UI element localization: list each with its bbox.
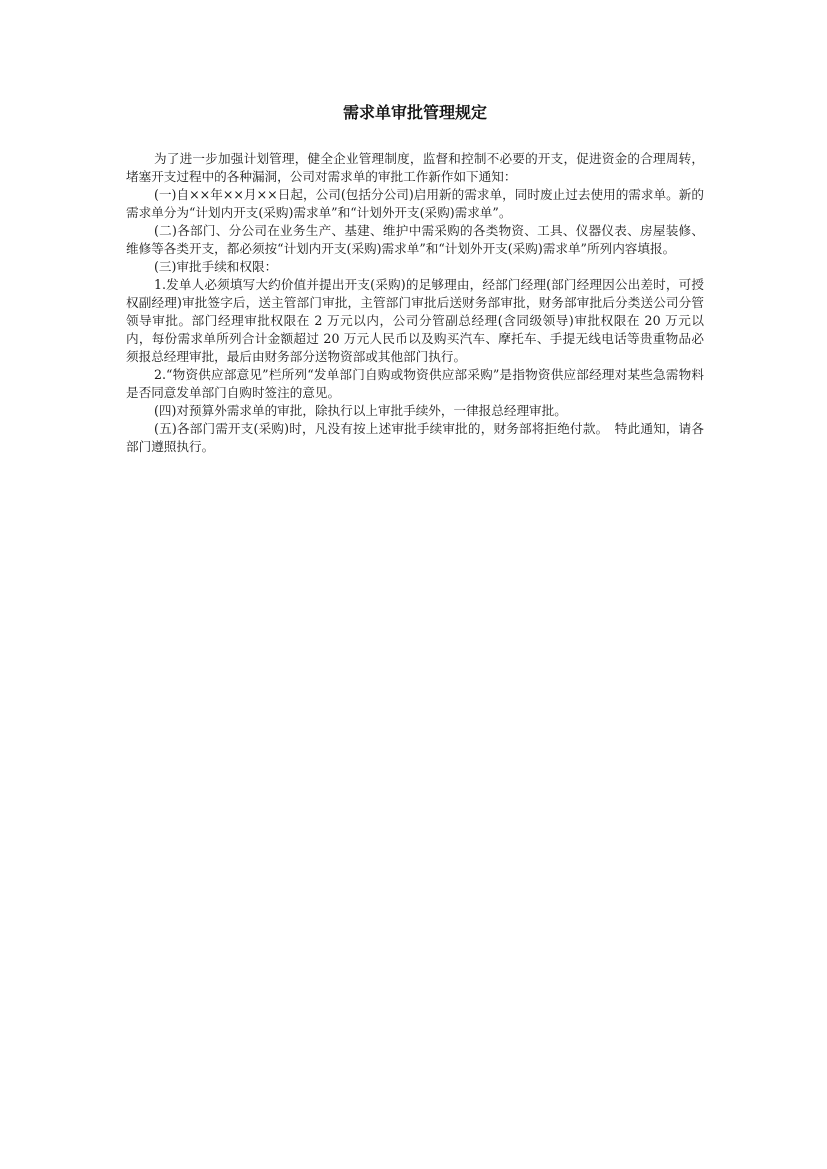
paragraph-section-3-item-2: 2.“物资供应部意见”栏所列“发单部门自购或物资供应部采购”是指物资供应部经理对某些急需物料是否同意发单部门自购时签注的意见。 xyxy=(126,367,704,400)
paragraph-intro: 为了进一步加强计划管理，健全企业管理制度，监督和控制不必要的开支，促进资金的合理周转，堵塞开支过程中的各种漏洞，公司对需求单的审批工作新作如下通知： xyxy=(126,151,704,184)
paragraph-section-1: (一)自××年××月××日起，公司(包括分公司)启用新的需求单，同时废止过去使用的需求单。新的需求单分为“计划内开支(采购)需求单”和“计划外开支(采购)需求单”。 xyxy=(126,187,704,220)
document-body xyxy=(126,102,704,456)
paragraph-section-4: (四)对预算外需求单的审批，除执行以上审批手续外，一律报总经理审批。 xyxy=(154,403,567,418)
document-title: 需求单审批管理规定 xyxy=(342,103,487,122)
paragraph-section-2: (二)各部门、分公司在业务生产、基建、维护中需采购的各类物资、工具、仪器仪表、房屋装修、维修等各类开支，都必须按“计划内开支(采购)需求单”和“计划外开支(采购)需求单”所列内容填报。 xyxy=(126,223,704,256)
paragraph-section-3-heading: (三)审批手续和权限： xyxy=(154,259,278,274)
paragraph-section-3-item-1: 1.发单人必须填写大约价值并提出开支(采购)的足够理由，经部门经理(部门经理因公出差时，可授权副经理)审批签字后，送主管部门审批，主管部门审批后送财务部审批，财务部审批后分类送公司分管领导审批。部门经理审批权限在 2 万元以内，公司分管副总经理(含同级领导)审批权限在 20 万元以内，每份需求单所列合计金额超过 20 万元人民币以及购买汽车、摩托车、手提无线电话等贵重物品必须报总经理审批，最后由财务部分送物资部或其他部门执行。 xyxy=(126,277,704,364)
paragraph-section-5: (五)各部门需开支(采购)时，凡没有按上述审批手续审批的，财务部将拒绝付款。 特此通知，请各部门遵照执行。 xyxy=(126,421,704,454)
